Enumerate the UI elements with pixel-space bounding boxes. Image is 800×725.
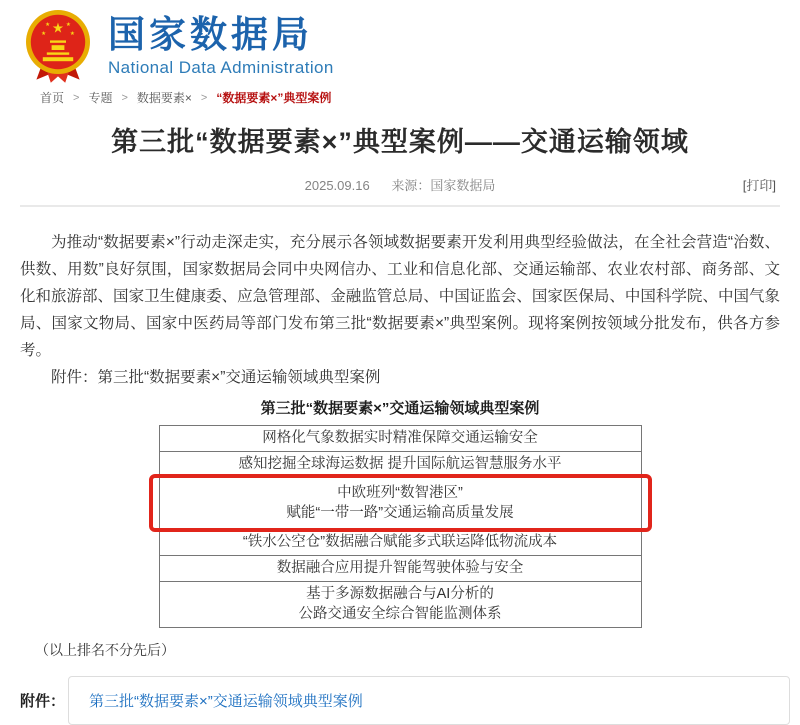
- breadcrumb-separator: >: [200, 91, 208, 104]
- site-name-en: National Data Administration: [108, 57, 334, 77]
- table-row: [160, 555, 641, 581]
- article-meta: [0, 175, 800, 191]
- breadcrumb-item[interactable]: 数据要素×: [136, 91, 192, 105]
- breadcrumb-separator: >: [121, 91, 128, 104]
- article-body: [20, 229, 780, 391]
- print-button[interactable]: [打印]: [742, 178, 776, 193]
- attachment-label: 附件：: [20, 693, 66, 710]
- site-logo[interactable]: [18, 8, 98, 84]
- table-row-line: 赋能“一带一路”交通运输高质量发展: [286, 505, 514, 521]
- body-paragraph-1: 为推动“数据要素×”行动走深走实，充分展示各领域数据要素开发利用典型经验做法，在全社会营造“治数、供数、用数”良好氛围，国家数据局会同中央网信办、工业和信息化部、交通运输部、农业农村部、商务部、文化和旅游部、国家卫生健康委、应急管理部、金融监管总局、中国证监会、国家医保局、中国科学院、中国气象局、国家文物局、国家中医药局等部门发布第三批“数据要素×”典型案例。现将案例按领域分批发布，供各方参考。: [20, 234, 780, 359]
- svg-text:★: ★: [65, 22, 71, 28]
- site-name: 国家数据局: [108, 14, 313, 56]
- breadcrumb: [40, 89, 800, 106]
- attachment-section: [20, 676, 790, 725]
- table-row-line: “铁水公空仓”数据融合赋能多式联运降低物流成本: [242, 534, 558, 550]
- cases-table-title: 第三批“数据要素×”交通运输领域典型案例: [260, 400, 540, 417]
- cases-table: [159, 425, 642, 628]
- table-row-line: 基于多源数据融合与AI分析的: [306, 586, 494, 602]
- national-emblem-icon: [18, 8, 98, 84]
- publish-date: 2025.09.16: [304, 178, 370, 193]
- article-source: 来源：国家数据局: [391, 178, 496, 193]
- breadcrumb-separator: >: [73, 91, 80, 104]
- table-row: [160, 581, 641, 627]
- svg-text:★: ★: [51, 20, 65, 36]
- svg-text:★: ★: [45, 22, 51, 28]
- header-divider: [20, 205, 780, 207]
- table-row: [160, 426, 641, 451]
- breadcrumb-item: “数据要素×”典型案例: [216, 91, 332, 105]
- table-row-line: 公路交通安全综合智能监测体系: [298, 606, 502, 622]
- table-row: [160, 451, 641, 477]
- body-paragraph-2: 附件：第三批“数据要素×”交通运输领域典型案例: [51, 369, 381, 386]
- site-brand: [108, 14, 334, 78]
- attachment-link[interactable]: 第三批“数据要素×”交通运输领域典型案例: [89, 693, 363, 710]
- table-row-line: 感知挖掘全球海运数据 提升国际航运智慧服务水平: [238, 456, 562, 472]
- page-title: 第三批“数据要素×”典型案例——交通运输领域: [111, 127, 689, 157]
- ranking-note: （以上排名不分先后）: [35, 642, 175, 658]
- table-row-highlighted: [160, 477, 641, 529]
- table-row-line: 数据融合应用提升智能驾驶体验与安全: [276, 560, 524, 576]
- table-row-line: 中欧班列“数智港区”: [337, 485, 463, 501]
- attachment-box: [68, 676, 790, 725]
- table-row: [160, 529, 641, 555]
- table-row-line: 网格化气象数据实时精准保障交通运输安全: [262, 430, 538, 446]
- site-header: [0, 0, 800, 84]
- svg-text:★: ★: [41, 30, 47, 37]
- breadcrumb-item[interactable]: 首页: [40, 91, 65, 105]
- svg-text:★: ★: [69, 30, 75, 37]
- breadcrumb-item[interactable]: 专题: [88, 91, 113, 105]
